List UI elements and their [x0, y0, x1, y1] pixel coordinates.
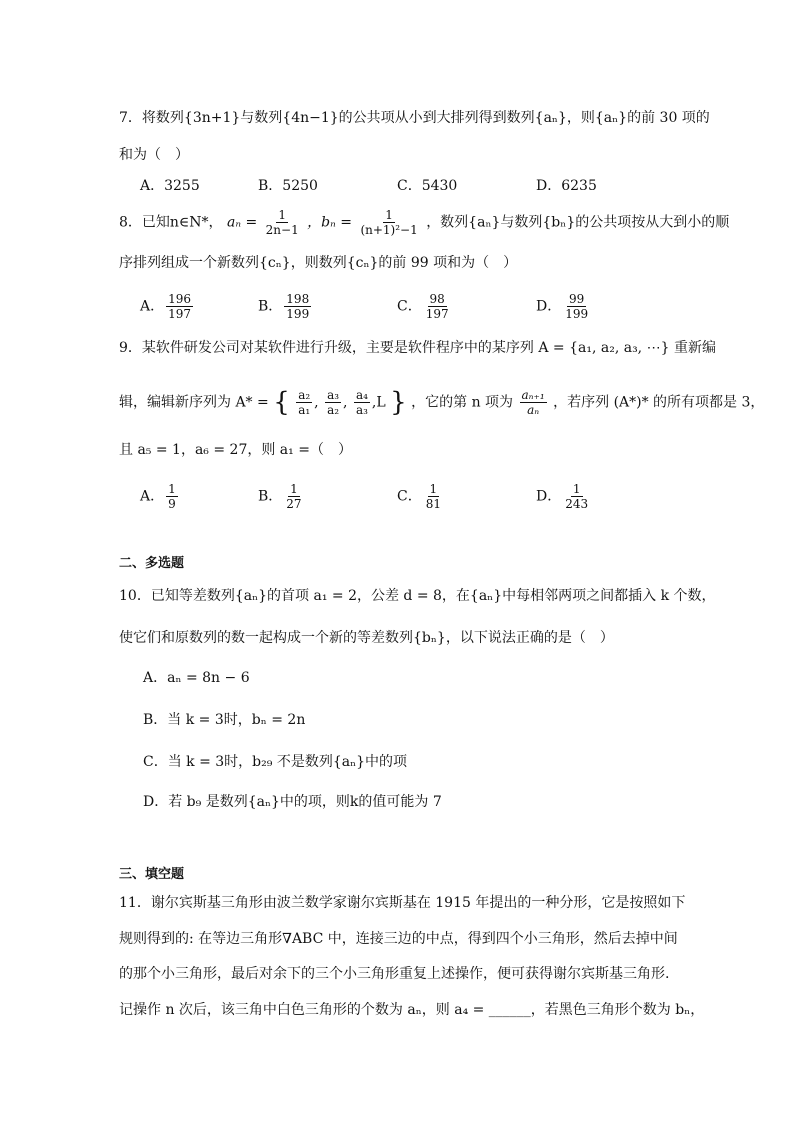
q8-option-b-fraction: [284, 292, 311, 321]
q9-option-d-fraction: [563, 482, 590, 511]
q7-option-b: B．5250: [258, 178, 318, 194]
q9-l2-mid: ，它的第 n 项为: [411, 394, 514, 411]
q8-option-d-den: 199: [565, 307, 589, 321]
q9-set-ellipsis: L: [376, 394, 386, 411]
q8-option-b-label: B．: [258, 298, 283, 315]
q8-option-c-den: 197: [425, 307, 449, 321]
q9-option-b-label: B．: [258, 488, 283, 505]
q8-option-d-num: 99: [569, 292, 585, 306]
q9-brace-close: }: [390, 387, 407, 418]
q8-option-c-label: C．: [397, 298, 422, 315]
q8-suffix: ，数列{aₙ}与数列{bₙ}的公共项按从大到小的顺: [426, 214, 730, 231]
q8-an-num: 1: [278, 208, 286, 222]
q8-bn-den: (n+1)²−1: [360, 223, 418, 237]
q9-option-b-fraction: [284, 482, 303, 511]
q9-nth-den: aₙ: [527, 403, 540, 417]
q9-option-c-fraction: [424, 482, 443, 511]
q8-option-a-den: 197: [168, 307, 192, 321]
q9-set-2-den: a₂: [327, 403, 340, 417]
q9-option-c-label: C．: [397, 488, 422, 505]
section-heading-fill-in: 三、填空题: [119, 867, 185, 882]
q8-option-d: [536, 292, 592, 321]
q9-l2-suffix: ，若序列 (A*)* 的所有项都是 3，: [553, 394, 765, 411]
q9-set-1-num: a₂: [298, 388, 311, 402]
q9-option-d: [536, 482, 592, 511]
q10-option-c: C．当 k = 3时，b₂₉ 不是数列{aₙ}中的项: [143, 754, 408, 770]
q8-an-den: 2n−1: [265, 223, 299, 237]
q7-line-1: 7．将数列{3n+1}与数列{4n−1}的公共项从小到大排列得到数列{aₙ}，则{aₙ}的前 30 项的: [119, 110, 710, 126]
q8-option-b: [258, 292, 313, 321]
q9-line-1: 9．某软件研发公司对某软件进行升级，主要是软件程序中的某序列 A = {a₁, a₂, a₃, ⋯} 重新编: [119, 340, 716, 356]
q8-option-b-num: 198: [286, 292, 310, 306]
q8-line-2: 序排列组成一个新数列{cₙ}，则数列{cₙ}的前 99 项和为（ ）: [119, 255, 518, 271]
q9-option-c: [397, 482, 445, 511]
q11-line-3: 的那个小三角形，最后对余下的三个小三角形重复上述操作，便可获得谢尔宾斯基三角形.: [119, 966, 670, 982]
q11-line-1: 11．谢尔宾斯基三角形由波兰数学家谢尔宾斯基在 1915 年提出的一种分形，它是按照如下: [119, 895, 686, 911]
section-heading-multi-choice: 二、多选题: [119, 556, 185, 571]
q8-line-1: [119, 208, 729, 237]
q8-prefix: 8．已知n∈N*，: [119, 214, 223, 231]
q10-option-d: D．若 b₉ 是数列{aₙ}中的项，则k的值可能为 7: [143, 794, 442, 810]
q9-line-3: 且 a₅ = 1，a₆ = 27，则 a₁ =（ ）: [119, 442, 352, 458]
q9-option-c-num: 1: [429, 482, 438, 496]
q9-set-3-num: a₄: [355, 388, 368, 402]
q8-option-d-label: D．: [536, 298, 562, 315]
q9-option-a-fraction: [166, 482, 178, 511]
q8-option-a-fraction: [166, 292, 193, 321]
q9-set-3-den: a₃: [355, 403, 368, 417]
q9-option-d-num: 1: [572, 482, 581, 496]
q8-bn-lhs: ，bₙ =: [307, 214, 352, 231]
q9-set-1-den: a₁: [298, 403, 311, 417]
q8-option-c: [397, 292, 453, 321]
q8-option-c-fraction: [424, 292, 451, 321]
q8-option-d-fraction: [563, 292, 590, 321]
q9-brace-open: {: [273, 387, 290, 418]
q10-option-a: A．aₙ = 8n − 6: [143, 670, 250, 686]
q9-option-a-den: 9: [168, 497, 176, 511]
q9-option-a: [140, 482, 180, 511]
q8-an-fraction: [264, 208, 301, 237]
q11-line-2: 规则得到的: 在等边三角形∇ABC 中，连接三边的中点，得到四个小三角形，然后去掉中间: [119, 931, 678, 947]
q11-line-4: 记操作 n 次后，该三角中白色三角形的个数为 aₙ，则 a₄ = ______，若黑色三角形个数为 bₙ，: [119, 1002, 705, 1018]
q7-option-c: C．5430: [397, 178, 458, 194]
q10-line-2: 使它们和原数列的数一起构成一个新的等差数列{bₙ}，以下说法正确的是（ ）: [119, 630, 614, 646]
q10-option-b: B．当 k = 3时，bₙ = 2n: [143, 712, 306, 728]
q9-option-a-num: 1: [168, 482, 176, 496]
q9-l2-prefix: 辑，编辑新序列为 A* =: [119, 394, 269, 411]
q7-option-d: D．6235: [536, 178, 597, 194]
q7-line-2: 和为（ ）: [119, 147, 189, 163]
q7-option-a: A．3255: [140, 178, 200, 194]
q10-line-1: 10．已知等差数列{aₙ}的首项 a₁ = 2，公差 d = 8，在{aₙ}中每相邻两项之间都插入 k 个数，: [119, 588, 716, 604]
q9-option-b: [258, 482, 306, 511]
q9-option-d-label: D．: [536, 488, 562, 505]
q8-option-a: [140, 292, 195, 321]
q8-option-a-label: A．: [140, 298, 165, 315]
q9-set-item-1: [296, 388, 312, 417]
q8-option-b-den: 199: [286, 307, 310, 321]
q8-bn-num: 1: [385, 208, 393, 222]
q9-set-item-3: [354, 388, 370, 417]
q9-option-c-den: 81: [425, 497, 441, 511]
q9-option-a-label: A．: [140, 488, 165, 505]
q8-option-a-num: 196: [168, 292, 192, 306]
q9-line-2: 辑，编辑新序列为 A* = { $\frac{\text{a₂}}{\text{a₁}}$ , $\frac{\text{a₃}}{\text{a₂}}$ , $\frac{\text{a₄}}{\text{a₃}}$ ,L } ，它的第 n 项为 $\frac{\text{aₙ₊₁}}{\text{aₙ}}$ ，若序列 (A*)* 的所有项都是 3，: [119, 387, 765, 418]
q9-option-b-den: 27: [286, 497, 302, 511]
q9-set-2-num: a₃: [327, 388, 340, 402]
q8-option-c-num: 98: [429, 292, 445, 306]
q9-nth-num: aₙ₊₁: [521, 388, 545, 402]
q8-an-lhs: aₙ =: [227, 214, 258, 231]
q9-option-d-den: 243: [565, 497, 589, 511]
q9-option-b-num: 1: [290, 482, 298, 496]
q9-set-item-2: [325, 388, 341, 417]
q8-bn-fraction: [358, 208, 419, 237]
q9-nth-term-fraction: [520, 388, 547, 417]
